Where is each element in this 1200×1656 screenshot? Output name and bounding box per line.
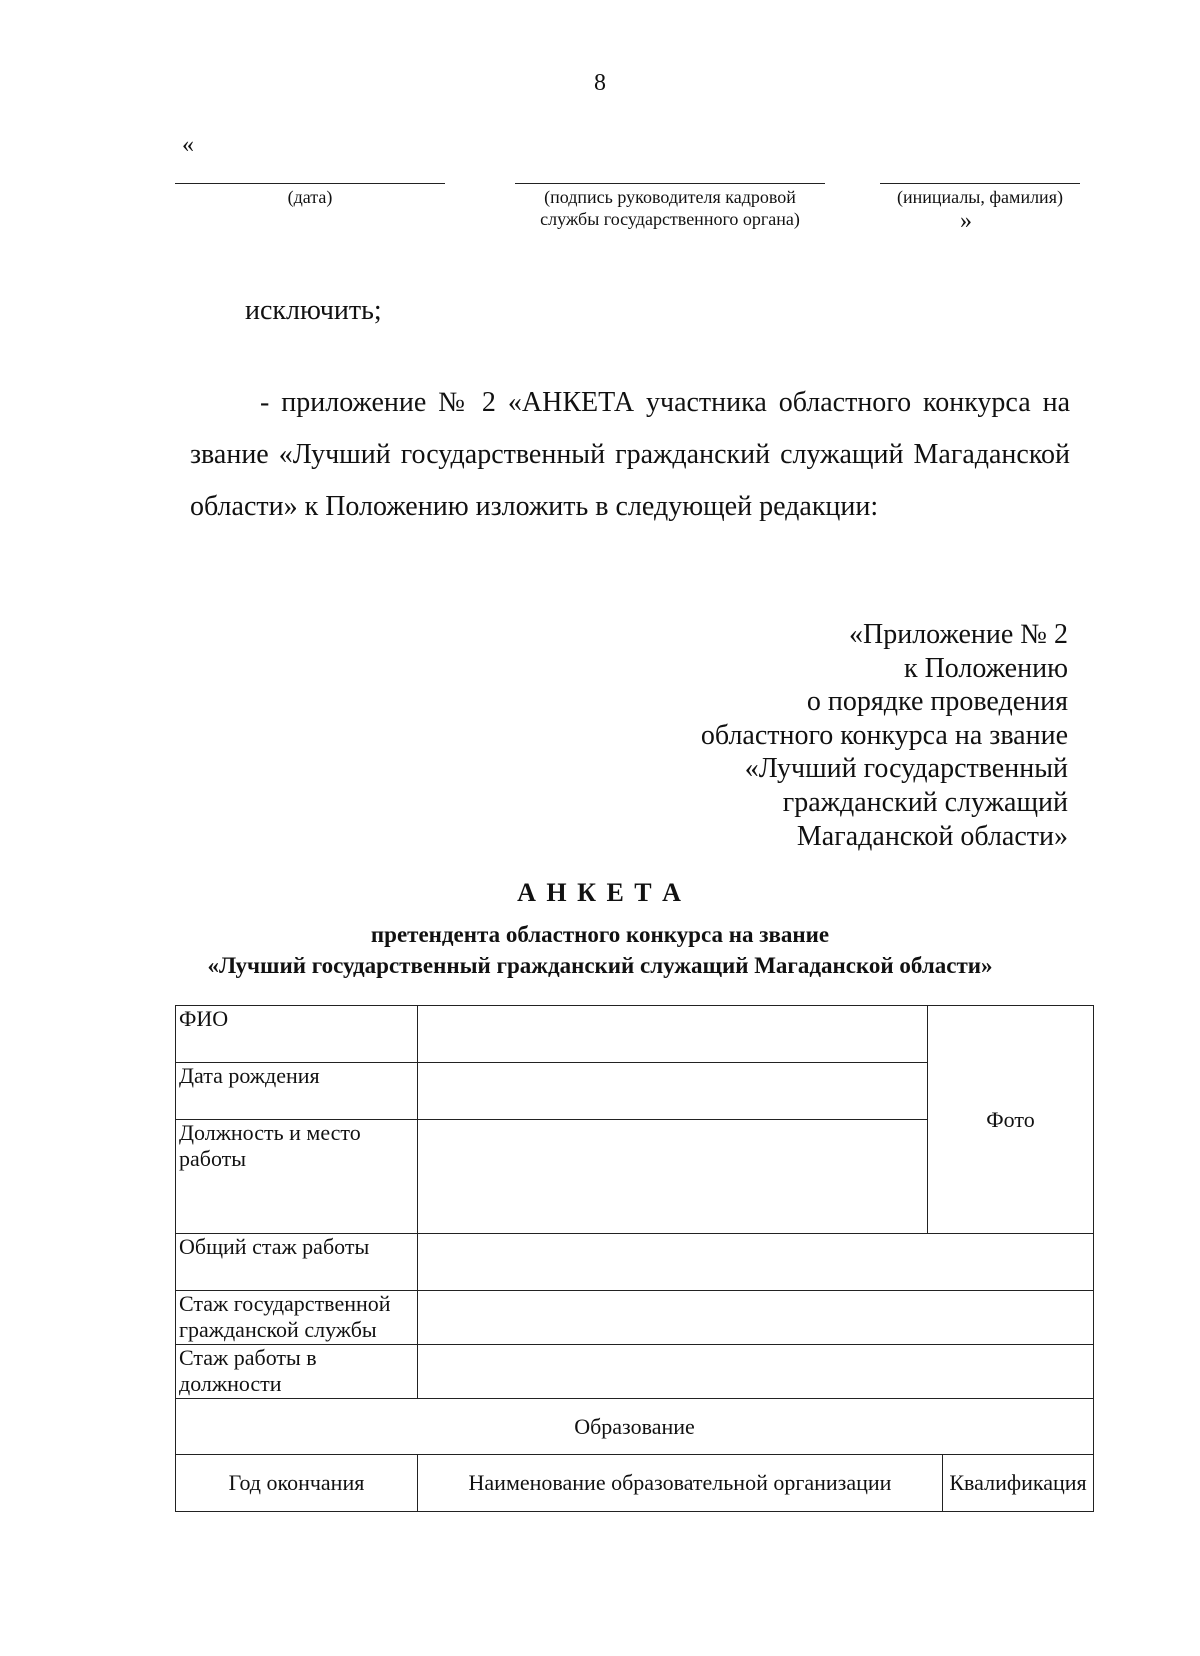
position-experience-label-line2: должности xyxy=(179,1371,282,1396)
paragraph-line: - приложение № 2 «АНКЕТА участника областного конкурса на xyxy=(260,387,1070,418)
paragraph-line: звание «Лучший государственный гражданский служащий Магаданской xyxy=(190,439,1070,470)
position-label-line2: работы xyxy=(179,1146,247,1171)
form-subtitle-line2: «Лучший государственный гражданский служащий Магаданской области» xyxy=(207,953,993,978)
form-title: А Н К Е Т А xyxy=(517,878,683,907)
education-col-institution: Наименование образовательной организации xyxy=(418,1455,943,1512)
table-row xyxy=(176,1345,1094,1399)
exclude-text: исключить; xyxy=(245,295,382,326)
position-field[interactable] xyxy=(418,1120,928,1234)
appendix-line: к Положению xyxy=(903,652,1068,684)
appendix-line: Магаданской области» xyxy=(796,820,1068,852)
civil-service-label-line2: гражданской службы xyxy=(179,1317,377,1342)
total-experience-field[interactable] xyxy=(418,1234,1094,1291)
head-signature-line xyxy=(515,183,825,184)
form-subtitle-line1: претендента областного конкурса на звание xyxy=(370,922,830,947)
appendix-line: областного конкурса на звание xyxy=(700,719,1068,751)
position-experience-label-line1: Стаж работы в xyxy=(179,1345,317,1370)
education-header: Образование xyxy=(176,1399,1094,1455)
table-row xyxy=(176,1399,1094,1455)
closing-quote: » xyxy=(960,208,972,234)
signature-label-line1: (подпись руководителя кадровой xyxy=(544,187,796,207)
appendix-heading xyxy=(701,618,1068,853)
position-label-line1: Должность и место xyxy=(179,1120,361,1145)
date-signature-line xyxy=(175,183,445,184)
civil-service-experience-field[interactable] xyxy=(418,1291,1094,1345)
fio-field[interactable] xyxy=(418,1006,928,1063)
appendix-line: о порядке проведения xyxy=(806,686,1068,718)
education-col-year: Год окончания xyxy=(176,1455,418,1512)
signature-label xyxy=(505,186,835,230)
fio-label: ФИО xyxy=(176,1006,418,1063)
table-row xyxy=(176,1006,1094,1063)
position-experience-label xyxy=(176,1345,418,1399)
appendix-line: «Приложение № 2 xyxy=(849,619,1068,650)
total-experience-label: Общий стаж работы xyxy=(176,1234,418,1291)
appendix-line: гражданский служащий xyxy=(782,786,1068,818)
birth-date-field[interactable] xyxy=(418,1063,928,1120)
table-row xyxy=(176,1234,1094,1291)
position-label xyxy=(176,1120,418,1234)
amendment-paragraph xyxy=(190,377,1070,533)
photo-cell: Фото xyxy=(928,1006,1094,1234)
position-experience-field[interactable] xyxy=(418,1345,1094,1399)
paragraph-line: области» к Положению изложить в следующей редакции: xyxy=(190,491,879,522)
initials-label: (инициалы, фамилия) xyxy=(897,187,1063,207)
appendix-line: «Лучший государственный xyxy=(744,753,1068,785)
education-col-qualification: Квалификация xyxy=(943,1455,1094,1512)
date-label: (дата) xyxy=(287,187,333,207)
civil-service-label-line1: Стаж государственной xyxy=(179,1291,391,1316)
signature-label-line2: службы государственного органа) xyxy=(540,209,800,229)
civil-service-experience-label xyxy=(176,1291,418,1345)
initials-signature-line xyxy=(880,183,1080,184)
table-row xyxy=(176,1291,1094,1345)
table-row xyxy=(176,1455,1094,1512)
questionnaire-table xyxy=(175,1005,1094,1512)
birth-date-label: Дата рождения xyxy=(176,1063,418,1120)
page-number: 8 xyxy=(594,70,606,96)
opening-quote: « xyxy=(182,132,194,158)
